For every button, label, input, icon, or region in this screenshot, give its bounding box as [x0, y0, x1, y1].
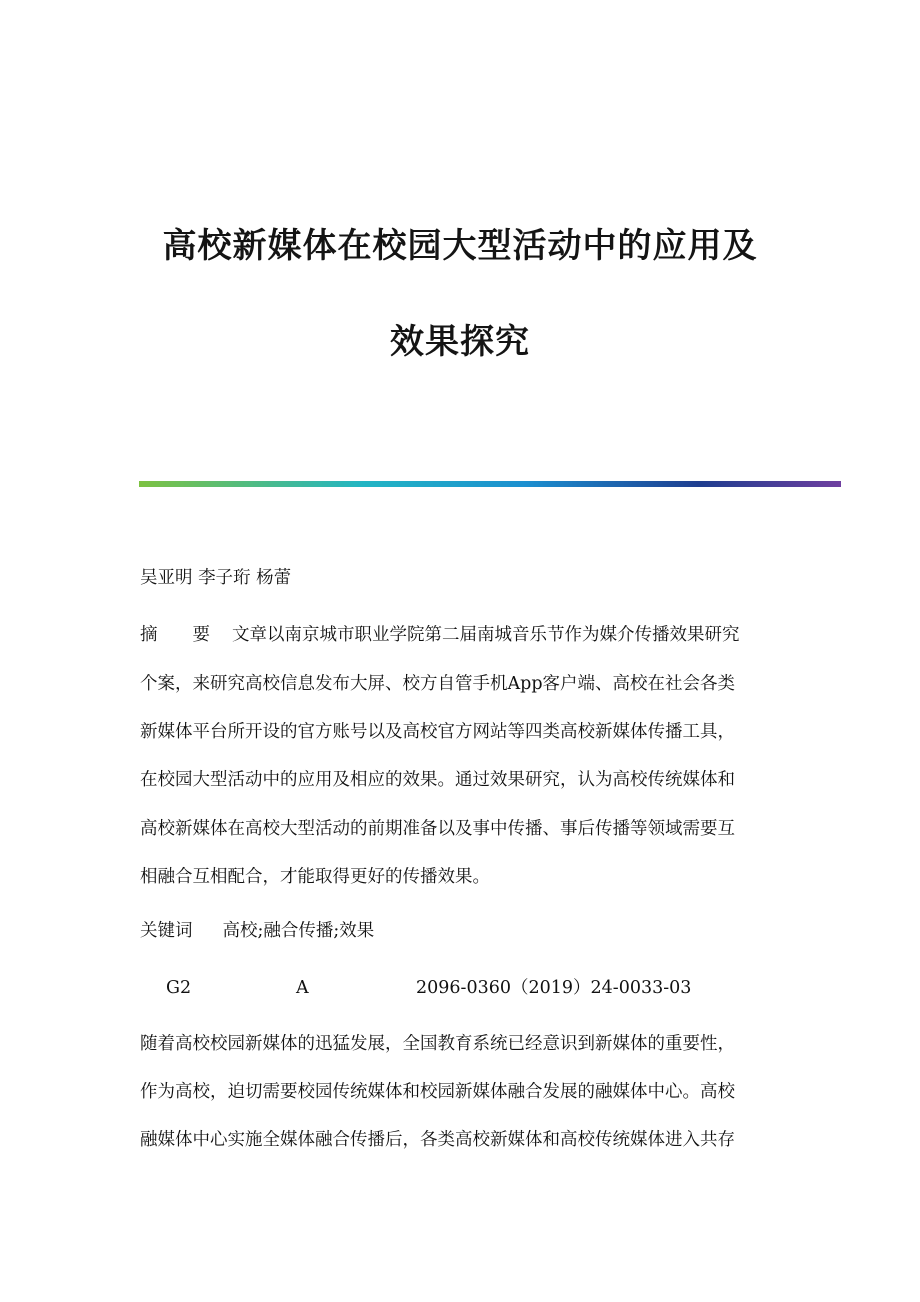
- article-number: 2096-0360（2019）24-0033-03: [416, 978, 692, 998]
- body-line: 随着高校校园新媒体的迅猛发展，全国教育系统已经意识到新媒体的重要性，: [140, 1034, 735, 1054]
- keywords-row: [140, 923, 374, 941]
- abstract-label: 摘 要: [140, 625, 210, 645]
- abstract-line: 在校园大型活动中的应用及相应的效果。通过效果研究，认为高校传统媒体和: [140, 770, 735, 790]
- abstract-first-line: [140, 627, 740, 645]
- abstract-line: 高校新媒体在高校大型活动的前期准备以及事中传播、事后传播等领域需要互: [140, 819, 735, 839]
- title-line-1: 高校新媒体在校园大型活动中的应用及: [162, 226, 758, 266]
- abstract-line: 文章以南京城市职业学院第二届南城音乐节作为媒介传播效果研究: [232, 625, 740, 645]
- abstract-line: 个案，来研究高校信息发布大屏、校方自管手机App客户端、高校在社会各类: [140, 674, 736, 694]
- abstract-line: 新媒体平台所开设的官方账号以及高校官方网站等四类高校新媒体传播工具，: [140, 722, 735, 742]
- document-code: A: [296, 978, 309, 998]
- body-line: 作为高校，迫切需要校园传统媒体和校园新媒体融合发展的融媒体中心。高校: [140, 1082, 735, 1102]
- keywords-label: 关键词: [140, 921, 193, 941]
- gradient-divider: [139, 481, 841, 487]
- classification-row: [0, 980, 920, 1002]
- clc-number: G2: [166, 978, 192, 998]
- abstract-line: 相融合互相配合，才能取得更好的传播效果。: [140, 867, 490, 887]
- title-line-2: 效果探究: [390, 322, 530, 362]
- body-line: 融媒体中心实施全媒体融合传播后，各类高校新媒体和高校传统媒体进入共存: [140, 1130, 735, 1150]
- keywords-value: 高校;融合传播;效果: [222, 921, 375, 941]
- authors: 吴亚明 李子珩 杨蕾: [140, 568, 292, 588]
